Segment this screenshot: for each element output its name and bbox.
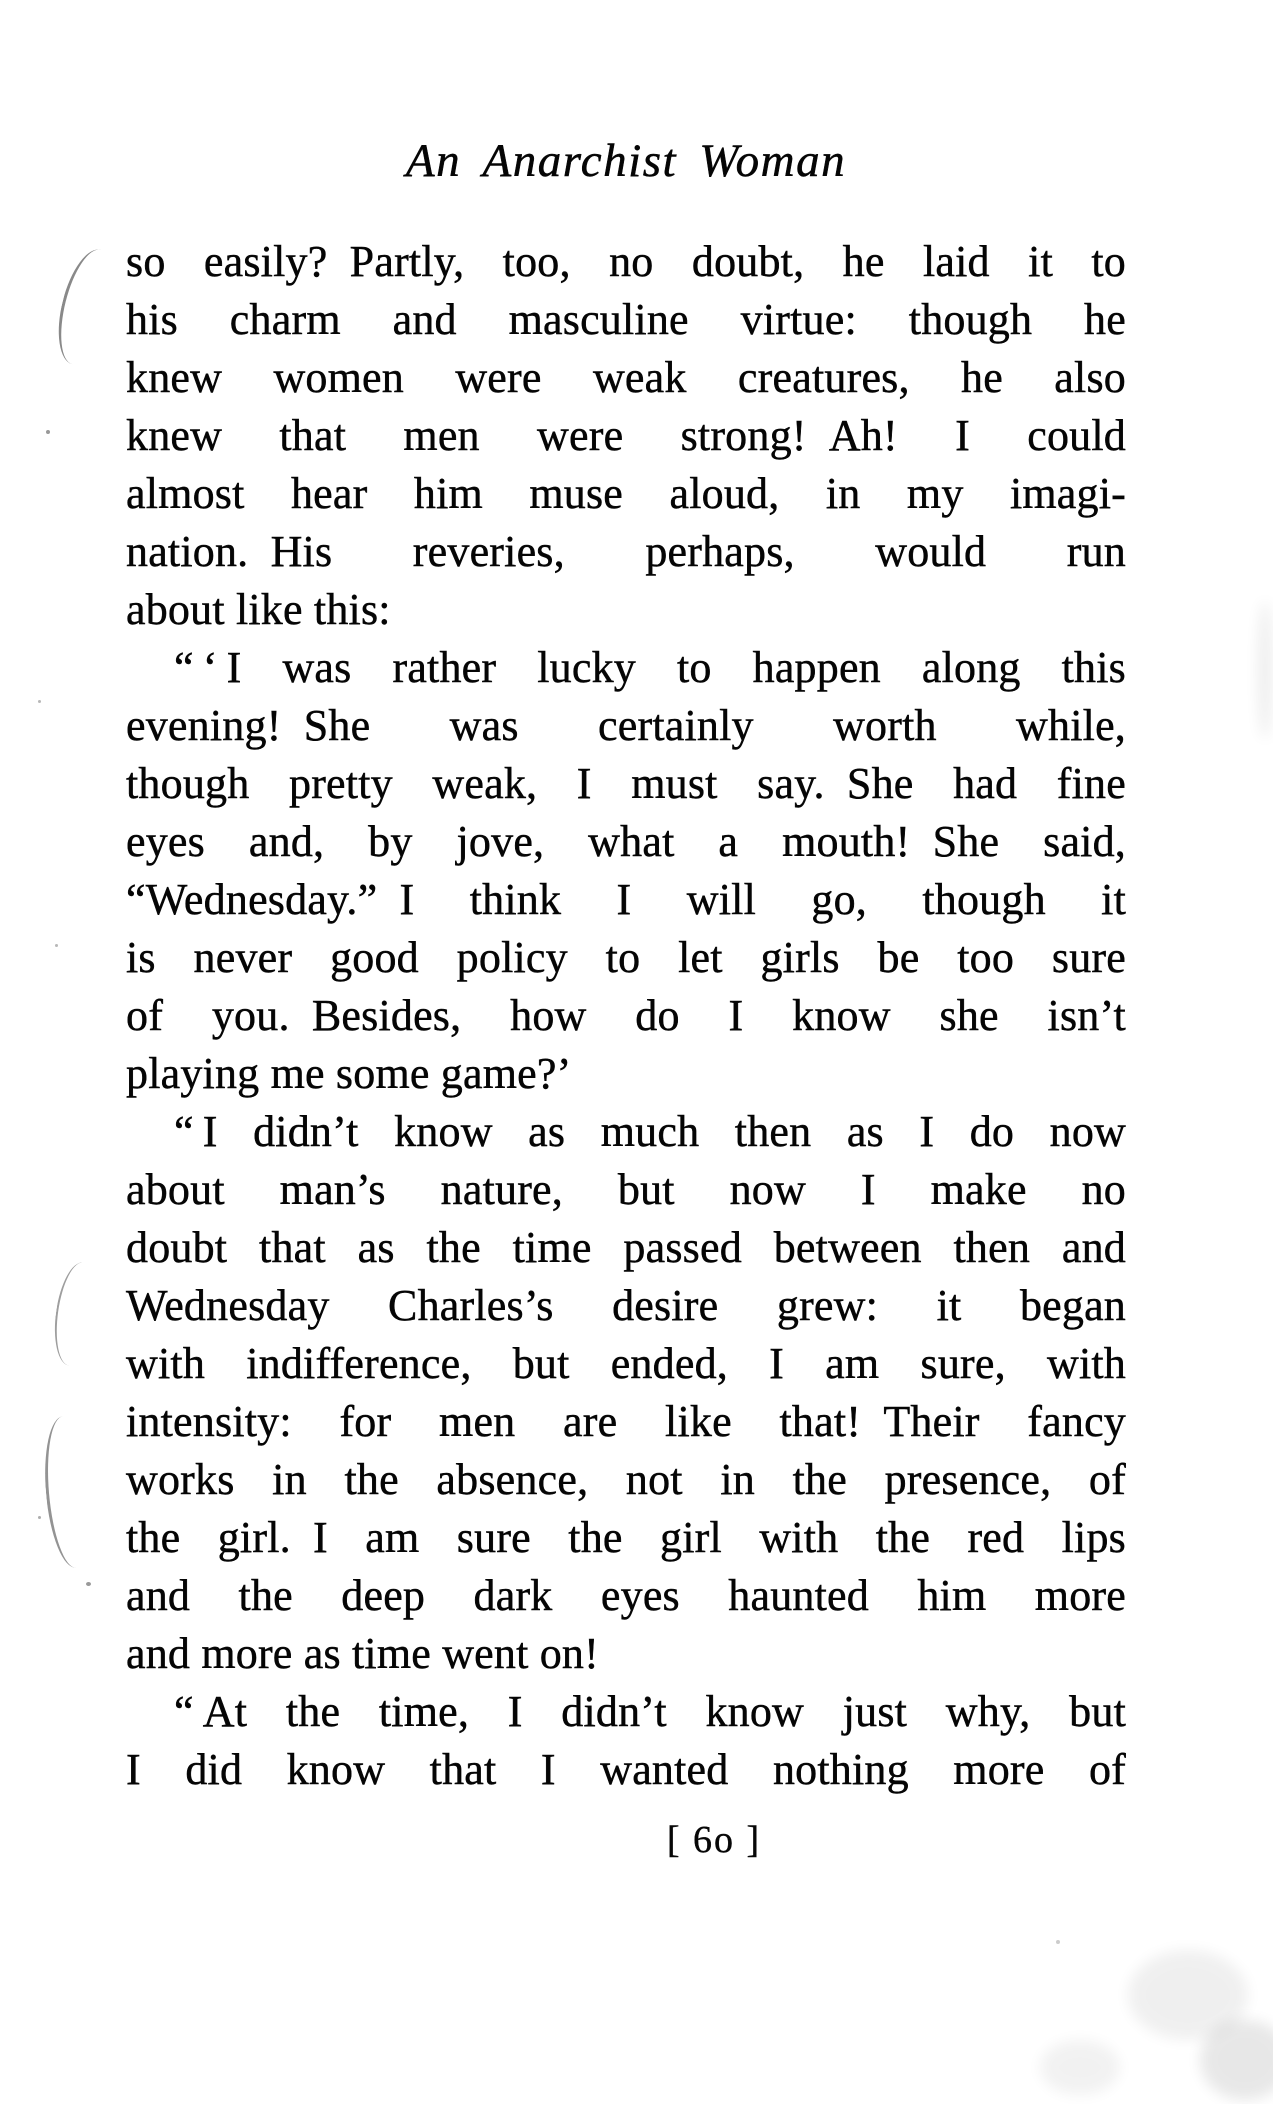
text-line: about like this: bbox=[126, 585, 391, 634]
text-line: “ ‘ I was rather lucky to happen along this bbox=[174, 643, 1126, 692]
text-line: the girl. I am sure the girl with the red lips bbox=[126, 1513, 1126, 1562]
text-line: eyes and, by jove, what a mouth! She said, bbox=[126, 817, 1126, 866]
scan-artifact bbox=[48, 244, 124, 370]
running-header: An Anarchist Woman bbox=[405, 135, 847, 187]
scan-artifact bbox=[86, 1582, 91, 1586]
scan-artifact bbox=[55, 944, 58, 947]
text-line: “Wednesday.” I think I will go, though it bbox=[126, 875, 1126, 924]
body-text bbox=[126, 233, 1126, 1799]
text-line: knew women were weak creatures, he also bbox=[126, 353, 1126, 402]
text-line: I did know that I wanted nothing more of bbox=[126, 1745, 1126, 1794]
text-line: almost hear him muse aloud, in my imagi- bbox=[126, 469, 1126, 518]
scan-artifact bbox=[38, 700, 41, 703]
text-line: playing me some game?’ bbox=[126, 1049, 572, 1098]
text-line: works in the absence, not in the presence, of bbox=[126, 1455, 1126, 1504]
text-line: and more as time went on! bbox=[126, 1629, 599, 1678]
text-line: his charm and masculine virtue: though he bbox=[126, 295, 1126, 344]
scan-artifact bbox=[38, 1516, 41, 1519]
scan-artifact bbox=[1258, 600, 1272, 740]
text-line: nation. His reveries, perhaps, would run bbox=[126, 527, 1126, 576]
text-line: knew that men were strong! Ah! I could bbox=[126, 411, 1126, 460]
text-line: of you. Besides, how do I know she isn’t bbox=[126, 991, 1126, 1040]
text-line: evening! She was certainly worth while, bbox=[126, 701, 1126, 750]
text-line: about man’s nature, but now I make no bbox=[126, 1165, 1126, 1214]
text-line: and the deep dark eyes haunted him more bbox=[126, 1571, 1126, 1620]
page-number-text: [ 6o ] bbox=[666, 1819, 762, 1861]
scan-artifact bbox=[1200, 2020, 1273, 2100]
text-line: intensity: for men are like that! Their fancy bbox=[126, 1397, 1126, 1446]
page-number bbox=[126, 1818, 1126, 1862]
text-line: “ At the time, I didn’t know just why, but bbox=[174, 1687, 1126, 1736]
scan-artifact bbox=[46, 430, 50, 434]
scan-artifact bbox=[1056, 1940, 1060, 1944]
scan-artifact bbox=[39, 1414, 99, 1570]
text-line: Wednesday Charles’s desire grew: it began bbox=[126, 1281, 1126, 1330]
text-line: though pretty weak, I must say. She had fine bbox=[126, 759, 1126, 808]
text-line: “ I didn’t know as much then as I do now bbox=[174, 1107, 1126, 1156]
scan-artifact bbox=[1128, 1950, 1248, 2040]
text-line: is never good policy to let girls be too sure bbox=[126, 933, 1126, 982]
text-line: doubt that as the time passed between then and bbox=[126, 1223, 1126, 1272]
scan-artifact bbox=[49, 1260, 103, 1369]
scan-artifact bbox=[1040, 2040, 1120, 2095]
text-line: so easily? Partly, too, no doubt, he laid it to bbox=[126, 237, 1126, 286]
text-line: with indifference, but ended, I am sure, with bbox=[126, 1339, 1126, 1388]
